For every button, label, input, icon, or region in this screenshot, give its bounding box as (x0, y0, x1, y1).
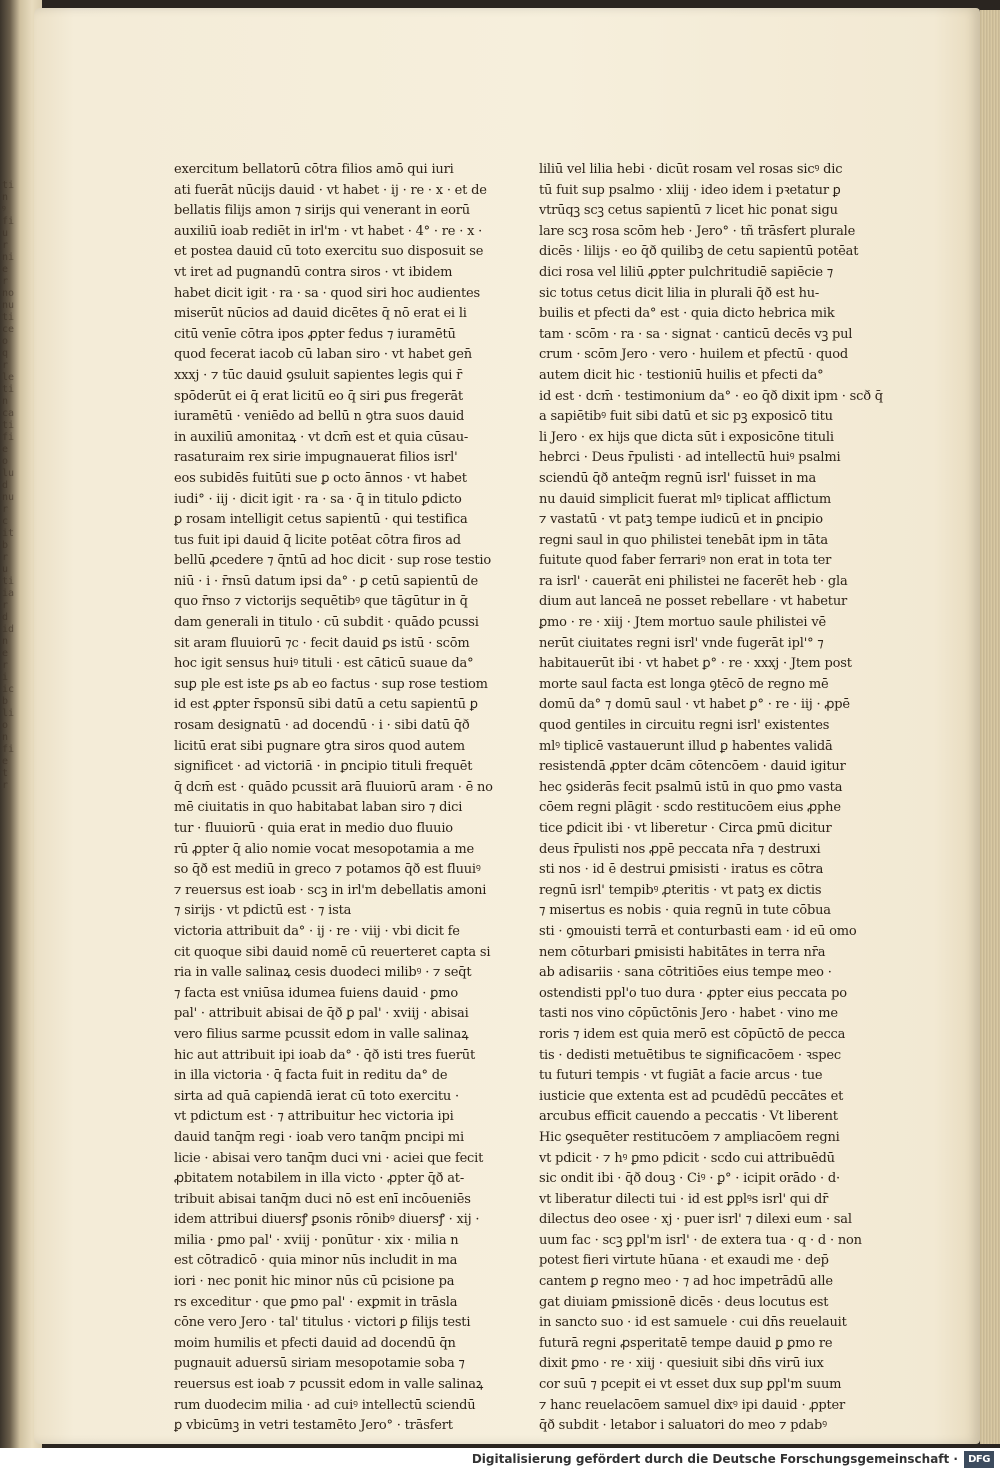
text-line: tice ꝑdicit ibi · vt liberetur · Circa ꝑmū dicitur (539, 821, 832, 836)
text-line: a sapiētibꝰ fuit sibi datū et sic pꝫ exposicō titu (539, 409, 833, 425)
text-line: iori · nec ponit hic minor nūs cū pcisione pa (174, 1274, 455, 1290)
text-line: uum fac · scꝫ ꝑpl'm isrl' · de extera tua · q · d · non (539, 1232, 862, 1248)
text-line: cor suū ⁊ pcepit ei vt esset dux sup ꝑpl'm suum (539, 1377, 842, 1393)
text-line: dauid tanq̄m regi · ioab vero tanq̄m pncipi mi (174, 1129, 464, 1145)
text-line: id est ꝓpter r̄sponsū sibi datū a cetu sapientū ꝑ (174, 697, 478, 713)
text-line: auxiliū ioab rediēt in irl'm · vt habet · 4° · re · x · (174, 223, 483, 239)
text-line: sic ondit ibi · q̄ð douꝫ · Ciꝰ · ꝑ° · icipit orādo · d· (539, 1171, 840, 1187)
text-line: ⁊ sirijs · vt pdictū est · ⁊ ista (174, 903, 352, 919)
text-line: morte saul facta est longa ꝯtēcō de regno mē (539, 676, 829, 692)
text-line: pugnauit aduersū siriam mesopotamie soba ⁊ (174, 1356, 465, 1372)
text-line: autem dicit hic · testioniū huilis et pfecti da° (539, 367, 824, 383)
text-line: ati fuerāt nūcijs dauid · vt habet · ij · re · x · et de (174, 182, 487, 198)
text-line: ria in valle salinaꝝ cesis duodeci milibꝰ · ⁊ seq̄t (174, 965, 472, 981)
text-line: habet dicit igit · ra · sa · quod siri hoc audientes (174, 285, 480, 301)
text-line: sciendū q̄ð anteq̄m regnū isrl' fuisset in ma (539, 470, 816, 486)
text-line: ab adisariis · sana cōtritiōes eius tempe meo · (539, 965, 832, 981)
text-line: futurā regni ꝓsperitatē tempe dauid ꝑ ꝑmo re (539, 1335, 833, 1351)
text-line: q̄ dcm̄ est · quādo pcussit arā fluuiorū aram · ē no (174, 779, 493, 795)
text-line: ꝑ rosam intelligit cetus sapientū · qui testifica (174, 512, 468, 528)
text-line: nu dauid simplicit fuerat mlꝰ tiplicat afflictum (539, 491, 832, 507)
text-line: est cōtradicō · quia minor nūs includit in ma (174, 1253, 458, 1269)
text-line: idem attribui diuersꝭ ꝑsonis rōnibꝰ diuersꝭ · xij · (174, 1212, 480, 1228)
text-line: potest fieri virtute hūana · et exaudi me · dep̄ (539, 1253, 829, 1269)
page-stack-edge (980, 10, 1000, 1444)
text-line: so q̄ð est mediū in greco ⁊ potamos q̄ð est fluuiꝰ (174, 862, 481, 878)
text-line: cantem ꝑ regno meo · ⁊ ad hoc impetrādū alle (539, 1274, 833, 1290)
text-line: reuersus est ioab ⁊ pcussit edom in valle salinaꝝ (174, 1377, 484, 1393)
text-line: ⁊ vastatū · vt patꝫ tempe iudicū et in ꝑncipio (539, 512, 823, 528)
text-line: mlꝰ tiplicē vastauerunt illud ꝑ habentes validā (539, 738, 833, 754)
text-line: hoc igit sensus huiꝰ tituli · est cāticū suaue da° (174, 656, 474, 672)
text-line: lare scꝫ rosa scōm heb · Jero° · tñ trāsfert plurale (539, 223, 856, 239)
text-line: id est · dcm̄ · testimonium da° · eo q̄ð dixit ipm · scð q̄ (539, 388, 883, 404)
text-line: vt pdicit · ⁊ hꝰ ꝑmo pdicit · scdo cui attribuēdū (539, 1150, 835, 1166)
text-line: tasti nos vino cōpūctōnis Jero · habet · vino me (539, 1006, 838, 1022)
text-line: ꝑ vbicūmꝫ in vetri testamēto Jero° · trāsfert (174, 1418, 453, 1434)
text-line: hic aut attribuit ipi ioab da° · q̄ð isti tres fuerūt (174, 1047, 475, 1063)
text-line: tur · fluuiorū · quia erat in medio duo fluuio (174, 821, 453, 836)
footer-credit-text: Digitalisierung gefördert durch die Deutsche Forschungsgemeinschaft · (471, 1452, 958, 1466)
text-line: cōne vero Jero · tal' titulus · victori ꝑ filijs testi (174, 1315, 471, 1331)
text-line: dilectus deo osee · xj · puer isrl' ⁊ dilexi eum · sal (539, 1212, 852, 1228)
text-line: mē ciuitatis in quo habitabat laban siro ⁊ dici (174, 800, 463, 816)
text-line: dixit ꝑmo · re · xiij · quesiuit sibi dn̄s virū iux (539, 1356, 824, 1372)
text-line: ⁊ misertus es nobis · quia regnū in tute cōbua (539, 903, 831, 919)
text-line: vt liberatur dilecti tui · id est ꝑplꝰs isrl' qui dr̄ (539, 1191, 829, 1207)
text-line: moim humilis et pfecti dauid ad docendū q̄n (174, 1335, 456, 1351)
footer-bar (0, 1448, 1000, 1473)
text-line: rū ꝓpter q̄ alio nomie vocat mesopotamia a me (174, 841, 475, 857)
text-line: sic totus cetus dicit lilia in plurali q̄ð est hu- (539, 285, 820, 301)
text-line: resistendā ꝓpter dcām cōtencōem · dauid igitur (539, 759, 846, 775)
text-line: tribuit abisai tanq̄m duci nō est enī incōueniēs (174, 1191, 471, 1207)
text-line: sirta ad quā capiendā ierat cū toto exercitu · (174, 1088, 459, 1104)
text-line: et postea dauid cū toto exercitu suo disposuit se (174, 244, 484, 260)
text-line: vt pdictum est · ⁊ attribuitur hec victoria ipi (174, 1109, 454, 1125)
text-line: roris ⁊ idem est quia merō est cōpūctō de pecca (539, 1026, 846, 1042)
text-line: hec ꝯsiderās fecit psalmū istū in quo ꝑmo vasta (539, 779, 843, 795)
text-line: tam · scōm · ra · sa · signat · canticū decēs vꝫ pul (539, 326, 853, 342)
text-line: sit aram fluuiorū ⁊c · fecit dauid ꝑs istū · scōm (174, 635, 470, 651)
text-line: nem cōturbari ꝑmisisti habitātes in terra nr̄a (539, 944, 826, 960)
text-line: niū · i · r̄nsū datum ipsi da° · ꝑ cetū sapientū de (174, 573, 478, 589)
text-line: tū fuit sup psalmo · xliij · ideo idem i pꝛetatur ꝑ (539, 182, 841, 198)
text-line: rosam designatū · ad docendū · i · sibi datū q̄ð (174, 718, 470, 734)
text-line: liliū vel lilia hebi · dicūt rosam vel rosas sicꝰ dic (539, 162, 843, 177)
text-line: spōderūt ei q̄ erat licitū eo q̄ siri ꝑus fregerāt (174, 388, 463, 404)
left-text-column (174, 160, 493, 1434)
text-line: tis · dedisti metuētibus te significacōem · ꝛspec (539, 1047, 841, 1063)
text-line: Hic ꝯsequēter restitucōem ⁊ ampliacōem regni (539, 1129, 840, 1145)
text-line: dici rosa vel liliū ꝓpter pulchritudiē sapiēcie ⁊ (539, 264, 834, 280)
text-line: rasaturaim rex sirie impugnauerat filios isrl' (174, 450, 458, 466)
text-line: regnū isrl' tempibꝰ ꝓteritis · vt patꝫ ex dictis (539, 882, 822, 898)
text-line: cōem regni plāgit · scdo restitucōem eius ꝓphe (539, 800, 841, 816)
text-line: quo r̄nso ⁊ victorijs sequētibꝰ que tāgūtur in q̄ (174, 594, 468, 610)
text-line: rs exceditur · que ꝑmo pal' · exꝑmit in trāsla (174, 1294, 458, 1310)
text-line: exercitum bellatorū cōtra filios amō qui iuri (174, 162, 454, 177)
text-line: q̄ð subdit · letabor i saluatori do meo ⁊ pdabꝰ (539, 1418, 827, 1434)
text-line: domū da° ⁊ domū saul · vt habet ꝑ° · re · iij · ꝓpē (539, 697, 850, 713)
text-line: tu futuri tempis · vt fugiāt a facie arcus · tue (539, 1068, 823, 1084)
text-line: pal' · attribuit abisai de q̄ð ꝑ pal' · xviij · abisai (174, 1006, 469, 1022)
text-line: tus fuit ipi dauid q̄ licite potēat cōtra firos ad (174, 532, 461, 548)
text-line: ⁊ reuersus est ioab · scꝫ in irl'm debellatis amoni (174, 882, 487, 898)
text-line: ⁊ facta est vniūsa idumea fuiens dauid · ꝑmo (174, 985, 458, 1001)
text-line: iudi° · iij · dicit igit · ra · sa · q̄ in titulo ꝑdicto (174, 491, 462, 507)
text-line: ꝑmo · re · xiij · Jtem mortuo saule philistei vē (539, 615, 826, 631)
text-line: significet · ad victoriā · in ꝑncipio tituli frequēt (174, 759, 473, 775)
text-line: eos subidēs fuitūti sue ꝑ octo ānnos · vt habet (174, 470, 467, 486)
text-line: bellatis filijs amon ⁊ sirijs qui venerant in eorū (174, 203, 470, 219)
text-line: ostendisti ppl'o tuo dura · ꝓpter eius peccata po (539, 985, 847, 1001)
text-line: quod fecerat iacob cū laban siro · vt habet gen̄ (174, 347, 472, 363)
text-line: arcubus efficit cauendo a peccatis · Vt liberent (539, 1109, 838, 1125)
text-line: ra isrl' · cauerāt eni philistei ne facerēt heb · gla (539, 573, 848, 589)
text-line: xxxj · ⁊ tūc dauid ꝯsuluit sapientes legis qui r̄ (174, 367, 463, 383)
text-line: dam generali in titulo · cū subdit · quādo pcussi (174, 615, 479, 631)
text-line: licie · abisai vero tanq̄m duci vni · aciei que fecit (174, 1150, 484, 1166)
text-line: vt iret ad pugnandū contra siros · vt ibidem (174, 264, 453, 280)
text-line: fuitute quod faber ferrariꝰ non erat in tota ter (539, 553, 832, 569)
text-line: in illa victoria · q̄ facta fuit in reditu da° de (174, 1068, 448, 1084)
text-line: sti nos · id ē destrui ꝑmisisti · iratus es cōtra (539, 862, 824, 878)
text-line: quod gentiles in circuitu regni isrl' existentes (539, 718, 830, 734)
text-line: regni saul in quo philistei tenebāt ipm in tāta (539, 532, 828, 548)
text-line: gat diuiam ꝑmissionē dicēs · deus locutus est (539, 1294, 829, 1310)
text-line: ꝓbitatem notabilem in illa victo · ꝓpter q̄ð at- (174, 1171, 465, 1187)
text-line: cit quoque sibi dauid nomē cū reuerteret capta si (174, 944, 491, 960)
text-line: licitū erat sibi pugnare ꝯtra siros quod autem (174, 738, 465, 754)
text-line: builis et pfecti da° est · quia dicto hebrica mik (539, 306, 835, 322)
text-line: in sancto suo · id est samuele · cui dn̄s reuelauit (539, 1315, 847, 1331)
text-line: iusticie que extenta est ad pcudēdū peccātes et (539, 1088, 844, 1104)
right-text-column (539, 160, 883, 1434)
text-line: crum · scōm Jero · vero · huilem et pfectū · quod (539, 347, 849, 363)
text-line: sti · ꝯmouisti terrā et conturbasti eam · id eū omo (539, 923, 857, 939)
dfg-logo: DFG (964, 1451, 994, 1468)
text-line: iuramētū · veniēdo ad bellū n ꝯtra suos dauid (174, 409, 465, 425)
left-page-bleed-text: ti n ꝰ fi u r ni e r no nu ti ce o q r le ti n ca ti fi e o lu d nu r c it b r u ti ia r d id n e r i ic b li o n fi e t r (2, 180, 15, 791)
text-line: dium aut lanceā ne posset rebellare · vt habetur (539, 594, 848, 610)
text-line: rum duodecim milia · ad cuiꝰ intellectū sciendū (174, 1397, 476, 1413)
text-line: bellū ꝓcedere ⁊ q̄ntū ad hoc dicit · sup rose testio (174, 553, 491, 569)
text-line: hebrci · Deus r̄pulisti · ad intellectū huiꝰ psalmi (539, 450, 841, 466)
text-line: miserūt nūcios ad dauid dicētes q̄ nō erat ei li (174, 306, 467, 322)
text-line: citū venīe cōtra ipos ꝓpter fedus ⁊ iuramētū (174, 326, 456, 342)
text-line: vero filius sarme pcussit edom in valle salinaꝝ (174, 1026, 469, 1042)
text-line: suꝑ ple est iste ꝑs ab eo factus · sup rose testiom (174, 676, 488, 692)
text-line: ⁊ hanc reuelacōem samuel dixꝰ ipi dauid · ꝓpter (539, 1397, 846, 1413)
text-line: victoria attribuit da° · ij · re · viij · vbi dicit fe (174, 923, 460, 939)
text-line: li Jero · ex hijs que dicta sūt i exposicōne tituli (539, 429, 834, 445)
text-line: deus r̄pulisti nos ꝓpē peccata nr̄a ⁊ destruxi (539, 841, 821, 857)
manuscript-page (34, 8, 980, 1444)
text-line: vtrūqꝫ scꝫ cetus sapientū ⁊ licet hic ponat sigu (539, 203, 838, 219)
text-line: dicēs · lilijs · eo q̄ð quilibꝫ de cetu sapientū potēat (539, 244, 859, 260)
text-line: habitauerūt ibi · vt habet ꝑ° · re · xxxj · Jtem post (539, 656, 852, 672)
text-line: nerūt ciuitates regni isrl' vnde fugerāt ipl'° ⁊ (539, 635, 824, 651)
text-line: in auxiliū amonitaꝝ · vt dcm̄ est et quia cūsau- (174, 429, 469, 445)
text-line: milia · ꝑmo pal' · xviij · ponūtur · xix · milia n (174, 1232, 459, 1248)
